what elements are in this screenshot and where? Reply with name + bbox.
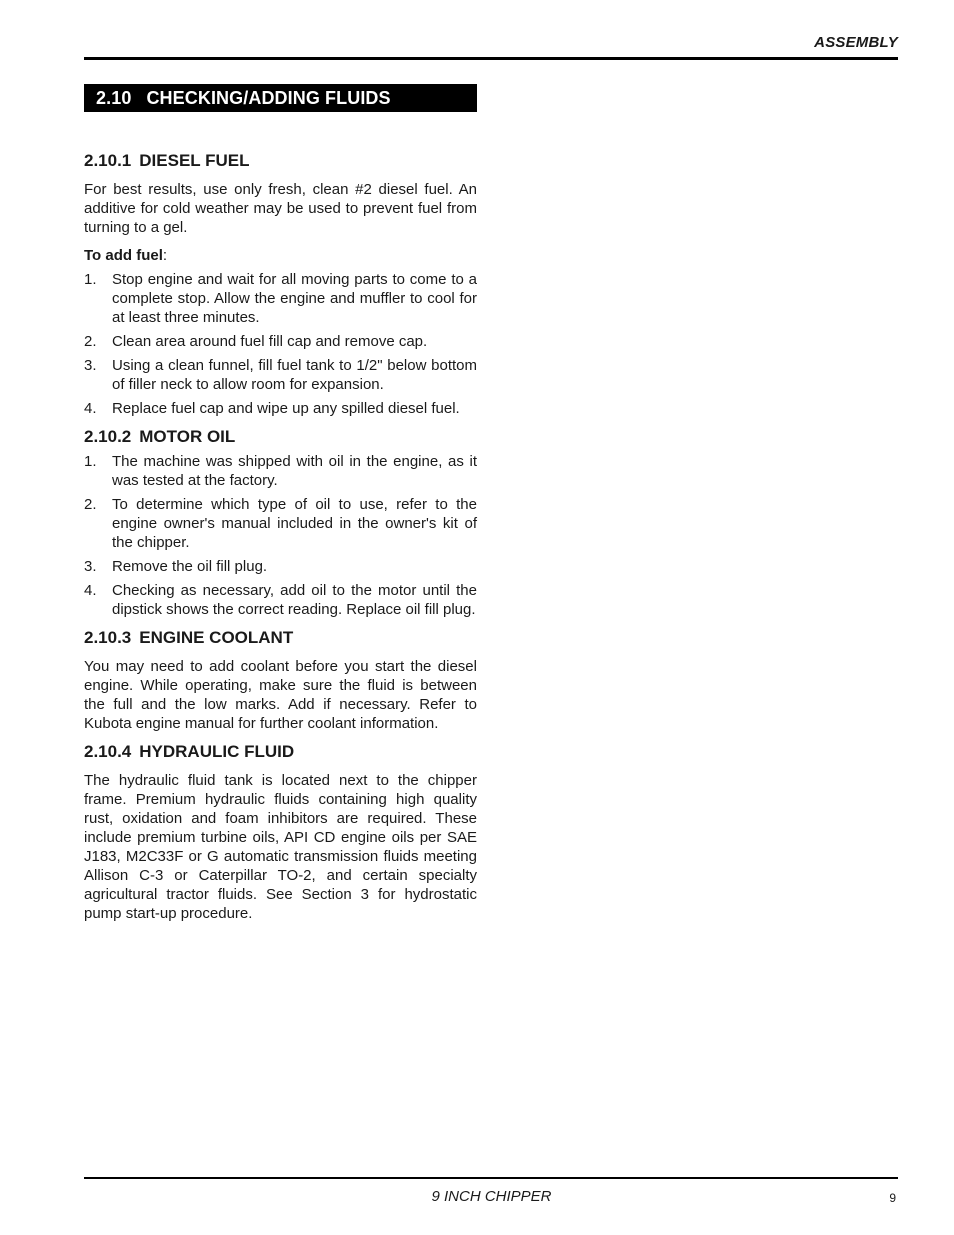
list-number: 3. <box>84 558 97 575</box>
subsection-heading-diesel <box>84 151 477 171</box>
subsection-number: 2.10.4 <box>84 742 132 761</box>
subsection-number: 2.10.2 <box>84 427 132 446</box>
list-item <box>84 581 477 619</box>
content-column <box>84 84 477 923</box>
list-number: 1. <box>84 271 97 288</box>
list-number: 2. <box>84 496 97 513</box>
list-item <box>84 356 477 394</box>
subsection-title: DIESEL FUEL <box>139 151 250 170</box>
to-add-fuel-text: To add fuel <box>84 247 163 264</box>
list-number: 3. <box>84 357 97 374</box>
subsection-number: 2.10.1 <box>84 151 132 170</box>
subsection-title: HYDRAULIC FLUID <box>139 742 295 761</box>
section-heading <box>84 84 477 112</box>
to-add-fuel-label <box>84 246 477 265</box>
list-item <box>84 557 477 576</box>
list-text: Using a clean funnel, fill fuel tank to 1/2" below bottom of filler neck to allow room for expansion. <box>112 357 477 393</box>
list-text: Remove the oil fill plug. <box>112 558 268 575</box>
list-item <box>84 270 477 327</box>
list-text: Replace fuel cap and wipe up any spilled diesel fuel. <box>112 400 460 417</box>
diesel-steps-list <box>84 270 477 418</box>
subsection-number: 2.10.3 <box>84 628 132 647</box>
subsection-title: ENGINE COOLANT <box>139 628 294 647</box>
subsection-heading-coolant <box>84 628 477 648</box>
list-number: 1. <box>84 453 97 470</box>
list-number: 4. <box>84 400 97 417</box>
list-text: Stop engine and wait for all moving parts to come to a complete stop. Allow the engine and muffler to cool for at least three minutes. <box>112 271 477 326</box>
list-item <box>84 399 477 418</box>
list-item <box>84 452 477 490</box>
list-item <box>84 495 477 552</box>
subsection-heading-oil <box>84 427 477 447</box>
list-text: The machine was shipped with oil in the engine, as it was tested at the factory. <box>112 453 477 489</box>
footer-title: 9 INCH CHIPPER <box>431 1188 552 1205</box>
list-text: Checking as necessary, add oil to the motor until the dipstick shows the correct reading. Replace oil fill plug. <box>112 582 477 618</box>
to-add-fuel-colon: : <box>162 247 168 264</box>
list-text: Clean area around fuel fill cap and remove cap. <box>112 333 428 350</box>
running-header: ASSEMBLY <box>814 34 898 51</box>
list-number: 4. <box>84 582 97 599</box>
oil-steps-list <box>84 452 477 619</box>
header-rule <box>84 57 898 60</box>
list-item <box>84 332 477 351</box>
diesel-intro-paragraph: For best results, use only fresh, clean #2 diesel fuel. An additive for cold weather may be used to prevent fuel from turning to a gel. <box>84 181 477 236</box>
subsection-title: MOTOR OIL <box>139 427 236 446</box>
hydraulic-paragraph: The hydraulic fluid tank is located next to the chipper frame. Premium hydraulic fluids containing high quality rust, oxidation and foam inhibitors are required. These include premium turbine oils, API CD engine oils per SAE J183, M2C33F or G automatic transmission fluids meeting Allison C-3 or Caterpillar TO-2, and certain specialty agricultural tractor fluids. See Section 3 for hydrostatic pump start-up procedure. <box>84 772 477 922</box>
section-title: CHECKING/ADDING FLUIDS <box>146 88 391 108</box>
footer-rule <box>84 1177 898 1179</box>
coolant-paragraph: You may need to add coolant before you start the diesel engine. While operating, make sure the fluid is between the full and the low marks. Add if necessary. Refer to Kubota engine manual for further coolant information. <box>84 658 477 732</box>
list-number: 2. <box>84 333 97 350</box>
subsection-heading-hydraulic <box>84 742 477 762</box>
list-text: To determine which type of oil to use, refer to the engine owner's manual included in the owner's kit of the chipper. <box>112 496 477 551</box>
page-number: 9 <box>889 1191 896 1205</box>
section-number: 2.10 <box>96 88 132 108</box>
